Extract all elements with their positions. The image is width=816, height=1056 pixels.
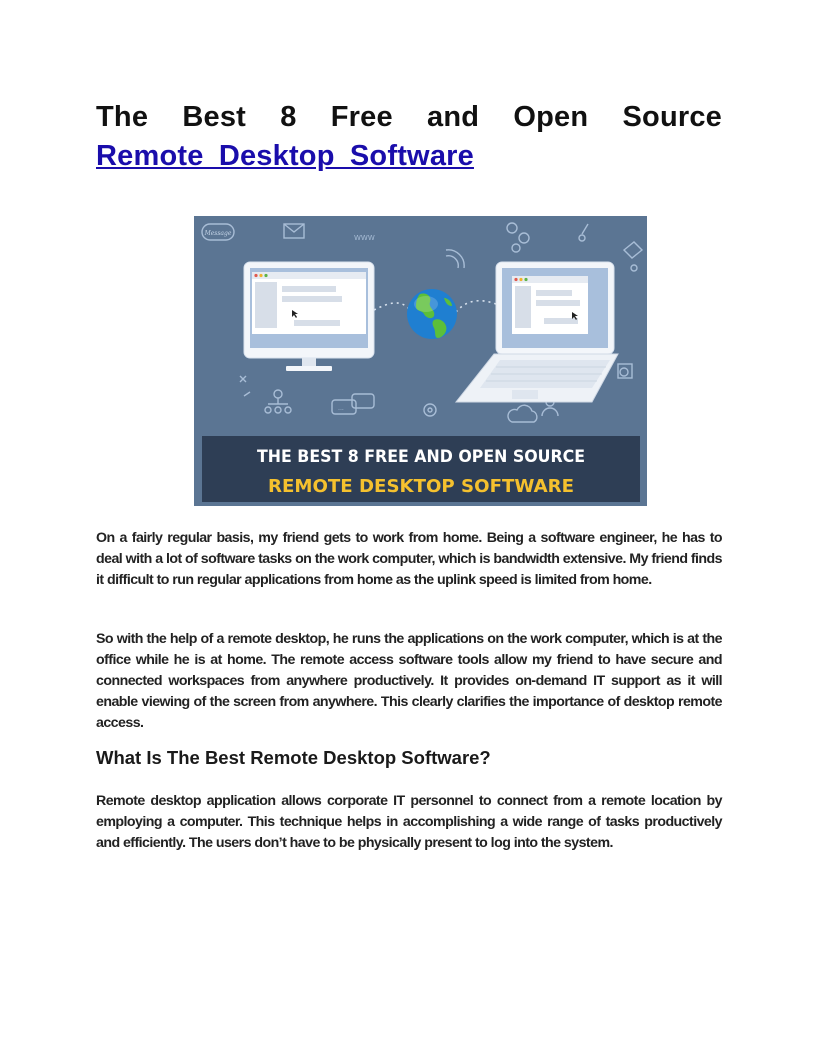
paragraph-definition: Remote desktop application allows corporate IT personnel to connect from a remote location by employing a computer. This technique helps in accomplishing a wide range of tasks productively and efficiently. The users don’t have to be physically present to log into the system.	[96, 793, 722, 851]
title-link[interactable]: Remote Desktop Software	[96, 140, 474, 172]
paragraph-remote-desktop: So with the help of a remote desktop, he runs the applications on the work computer, which is at the office while he is at home. The remote access software tools allow my friend to have secure and connected workspaces from anywhere productively. It provides on-demand IT support as it will enable viewing of the screen from anywhere. This clearly clarifies the importance of desktop remote access.	[96, 631, 722, 731]
svg-text:...: ...	[338, 405, 344, 412]
hero-banner-line2: REMOTE DESKTOP SOFTWARE	[268, 476, 574, 497]
paragraph-intro: On a fairly regular basis, my friend gets to work from home. Being a software engineer, he has to deal with a lot of software tasks on the work computer, which is bandwidth extensive. My friend finds it difficult to run regular applications from home as the uplink speed is limited from home.	[96, 530, 722, 588]
desktop-monitor-icon	[244, 262, 374, 371]
hero-banner-line1: THE BEST 8 FREE AND OPEN SOURCE	[257, 447, 585, 467]
message-badge-text: Message	[204, 230, 232, 237]
section-heading: What Is The Best Remote Desktop Software?	[96, 747, 491, 768]
article-title	[96, 98, 722, 176]
wifi-icon-label: WWW	[354, 234, 375, 242]
hero-image	[194, 216, 647, 506]
globe-icon	[407, 289, 457, 339]
title-text: The Best 8 Free and Open Source	[96, 101, 722, 133]
